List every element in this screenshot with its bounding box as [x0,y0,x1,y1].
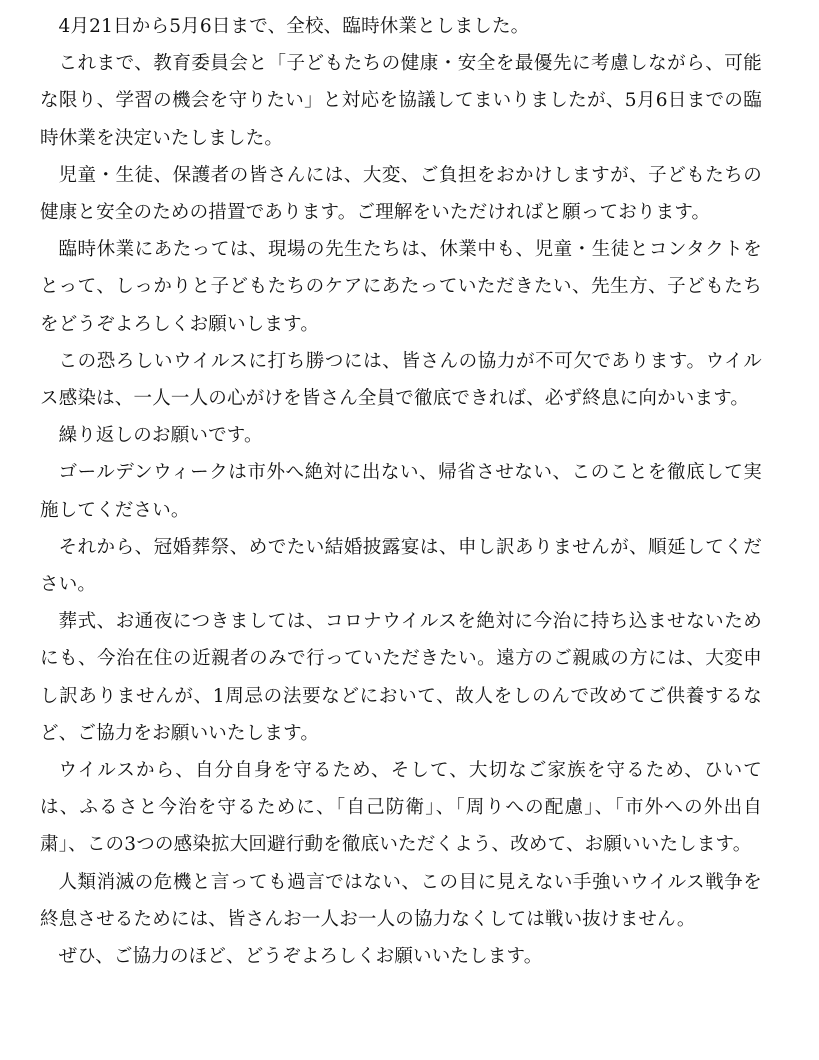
paragraph: 臨時休業にあたっては、現場の先生たちは、休業中も、児童・生徒とコンタクトをとって、しっかりと子どもたちのケアにあたっていただきたい、先生方、子どもたちをどうぞよろしくお願いします。 [40,239,762,335]
paragraph: ゴールデンウィークは市外へ絶対に出ない、帰省させない、このことを徹底して実施してください。 [40,462,762,521]
paragraph: 人類消滅の危機と言っても過言ではない、この目に見えない手強いウイルス戦争を終息させるためには、皆さんお一人お一人の協力なくしては戦い抜けません。 [40,871,762,930]
paragraph: 4月21日から5月6日まで、全校、臨時休業としました。 [58,16,530,37]
document-body [40,8,762,975]
paragraph: それから、冠婚葬祭、めでたい結婚披露宴は、申し訳ありませんが、順延してください。 [40,536,762,596]
paragraph: ぜひ、ご協力のほど、どうぞよろしくお願いいたします。 [58,946,543,968]
paragraph: 繰り返しのお願いです。 [58,425,263,447]
paragraph: ウイルスから、自分自身を守るため、そして、大切なご家族を守るため、ひいては、ふるさと今治を守るために、「自己防衛」、「周りへの配慮」、「市外への外出自粛」、この3つの感染拡大回避行動を徹底いただくよう、改めて、お願いいたします。 [40,760,762,856]
paragraph: 葬式、お通夜につきましては、コロナウイルスを絶対に今治に持ち込ませないためにも、今治在住の近親者のみで行っていただきたい。遠方のご親戚の方には、大変申し訳ありませんが、1周忌の法要などにおいて、故人をしのんで改めてご供養するなど、ご協力をお願いいたします。 [40,611,762,744]
paragraph: 児童・生徒、保護者の皆さんには、大変、ご負担をおかけしますが、子どもたちの健康と安全のための措置であります。ご理解をいただければと願っております。 [40,164,762,224]
paragraph: この恐ろしいウイルスに打ち勝つには、皆さんの協力が不可欠であります。ウイルス感染は、一人一人の心がけを皆さん全員で徹底できれば、必ず終息に向かいます。 [40,350,762,410]
paragraph: これまで、教育委員会と「子どもたちの健康・安全を最優先に考慮しながら、可能な限り、学習の機会を守りたい」と対応を協議してまいりましたが、5月6日までの臨時休業を決定いたしました。 [40,53,762,149]
